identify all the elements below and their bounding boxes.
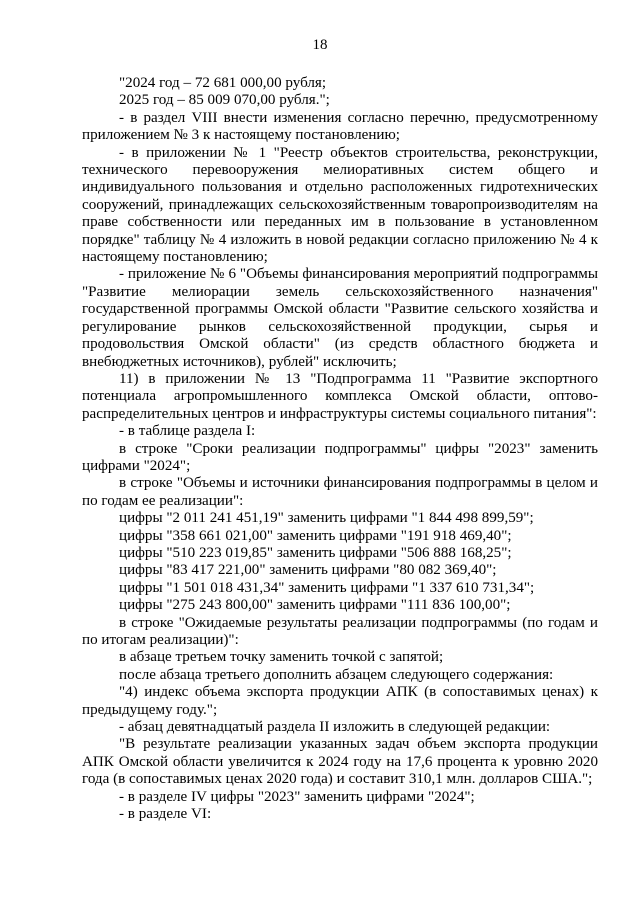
page-number: 18 <box>312 37 328 53</box>
paragraph: цифры "1 501 018 431,34" заменить цифрами "1 337 610 731,34"; <box>119 579 535 596</box>
document-body <box>82 75 598 823</box>
paragraph: - в разделе IV цифры "2023" заменить цифрами "2024"; <box>119 788 475 805</box>
paragraph: "2024 год – 72 681 000,00 рубля; <box>119 75 327 91</box>
paragraph: - в таблице раздела I: <box>119 423 256 440</box>
paragraph: - абзац девятнадцатый раздела II изложить в следующей редакции: <box>119 719 551 736</box>
paragraph: 2025 год – 85 009 070,00 рубля."; <box>119 92 330 109</box>
paragraph: "В результате реализации указанных задач объем экспорта продукции АПК Омской области увеличится к 2024 году на 17,6 процента к уровню 2020 года (в сопоставимых ценах 2020 года) и составит 310,1 млн. долларов США."; <box>82 736 598 788</box>
paragraph: цифры "358 661 021,00" заменить цифрами "191 918 469,40"; <box>119 527 512 544</box>
paragraph: цифры "275 243 800,00" заменить цифрами "111 836 100,00"; <box>119 597 511 614</box>
paragraph: "4) индекс объема экспорта продукции АПК (в сопоставимых ценах) к предыдущему году."; <box>82 684 598 718</box>
paragraph: - в раздел VIII внести изменения согласно перечню, предусмотренному приложением № 3 к настоящему постановлению; <box>82 109 598 144</box>
paragraph: цифры "83 417 221,00" заменить цифрами "80 082 369,40"; <box>119 562 497 579</box>
paragraph: после абзаца третьего дополнить абзацем следующего содержания: <box>119 666 554 683</box>
paragraph: в абзаце третьем точку заменить точкой с запятой; <box>119 649 444 666</box>
paragraph: - в разделе VI: <box>119 806 212 823</box>
paragraph: в строке "Объемы и источники финансирования подпрограммы в целом и по годам ее реализации": <box>82 475 598 509</box>
paragraph: в строке "Ожидаемые результаты реализации подпрограммы (по годам и по итогам реализации)": <box>82 614 598 648</box>
paragraph: - приложение № 6 "Объемы финансирования мероприятий подпрограммы "Развитие мелиорации земель сельскохозяйственного назначения" государственной программы Омской области "Развитие сельского хозяйства и регулирование рынков сельскохозяйственной продукции, сырья и продовольствия Омской области" (из средств областного бюджета и внебюджетных источников), рублей" исключить; <box>82 266 598 370</box>
paragraph: цифры "2 011 241 451,19" заменить цифрами "1 844 498 899,59"; <box>119 510 534 527</box>
paragraph: в строке "Сроки реализации подпрограммы" цифры "2023" заменить цифрами "2024"; <box>82 440 598 474</box>
paragraph: - в приложении № 1 "Реестр объектов строительства, реконструкции, технического перевооружения мелиоративных систем общего и индивидуального пользования и отдельно расположенных гидротехнических сооружений, принадлежащих сельскохозяйственным товаропроизводителям на праве собственности или переданных им в пользование в установленном порядке" таблицу № 4 изложить в новой редакции согласно приложению № 4 к настоящему постановлению; <box>82 144 598 266</box>
paragraph: цифры "510 223 019,85" заменить цифрами "506 888 168,25"; <box>119 544 512 561</box>
paragraph: 11) в приложении № 13 "Подпрограмма 11 "Развитие экспортного потенциала агропромышленного комплекса Омской области, оптово-распределительных центров и инфраструктуры системы социального питания": <box>82 370 598 422</box>
